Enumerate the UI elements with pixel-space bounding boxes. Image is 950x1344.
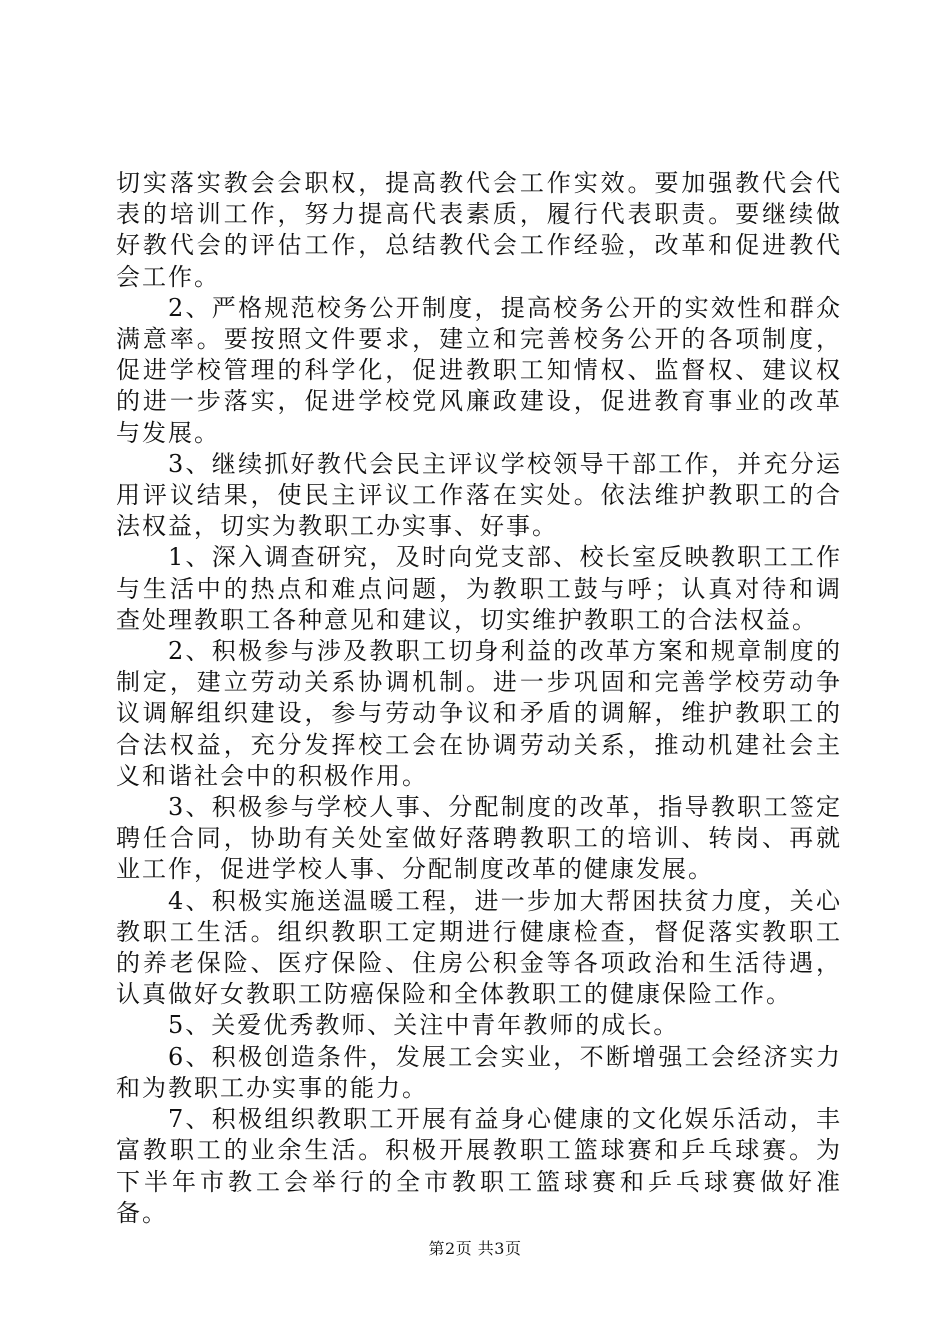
paragraph-item: 4、积极实施送温暖工程，进一步加大帮困扶贫力度，关心教职工生活。组织教职工定期进行健康检查，督促落实教职工的养老保险、医疗保险、住房公积金等各项政治和生活待遇，认真做好女教职工防癌保险和全体教职工的健康保险工作。: [116, 886, 842, 1009]
paragraph-item: 2、严格规范校务公开制度，提高校务公开的实效性和群众满意率。要按照文件要求，建立和完善校务公开的各项制度，促进学校管理的科学化，促进教职工知情权、监督权、建议权的进一步落实，促进学校党风廉政建设，促进教育事业的改革与发展。: [116, 293, 842, 447]
paragraph-item: 1、深入调查研究，及时向党支部、校长室反映教职工工作与生活中的热点和难点问题，为教职工鼓与呼；认真对待和调查处理教职工各种意见和建议，切实维护教职工的合法权益。: [116, 543, 842, 634]
paragraph-item: 3、积极参与学校人事、分配制度的改革，指导教职工签定聘任合同，协助有关处室做好落聘教职工的培训、转岗、再就业工作，促进学校人事、分配制度改革的健康发展。: [116, 793, 842, 884]
paragraph-item: 6、积极创造条件，发展工会实业，不断增强工会经济实力和为教职工办实事的能力。: [116, 1042, 842, 1102]
paragraph-item: 3、继续抓好教代会民主评议学校领导干部工作，并充分运用评议结果，使民主评议工作落在实处。依法维护教职工的合法权益，切实为教职工办实事、好事。: [116, 449, 842, 541]
paragraph-item: 2、积极参与涉及教职工切身利益的改革方案和规章制度的制定，建立劳动关系协调机制。进一步巩固和完善学校劳动争议调解组织建设，参与劳动争议和矛盾的调解，维护教职工的合法权益，充分发挥校工会在协调劳动关系，推动机建社会主义和谐社会中的积极作用。: [116, 637, 842, 790]
paragraph-continuation: 切实落实教会会职权，提高教代会工作实效。要加强教代会代表的培训工作，努力提高代表素质，履行代表职责。要继续做好教代会的评估工作，总结教代会工作经验，改革和促进教代会工作。: [116, 169, 842, 291]
page-footer: 第2页 共3页: [428, 1239, 522, 1258]
paragraph-item: 5、关爱优秀教师、关注中青年教师的成长。: [168, 1011, 680, 1040]
document-body: [116, 168, 842, 1229]
paragraph-item: 7、积极组织教职工开展有益身心健康的文化娱乐活动，丰富教职工的业余生活。积极开展教职工篮球赛和乒乓球赛。为下半年市教工会举行的全市教职工篮球赛和乒乓球赛做好准备。: [116, 1105, 842, 1227]
